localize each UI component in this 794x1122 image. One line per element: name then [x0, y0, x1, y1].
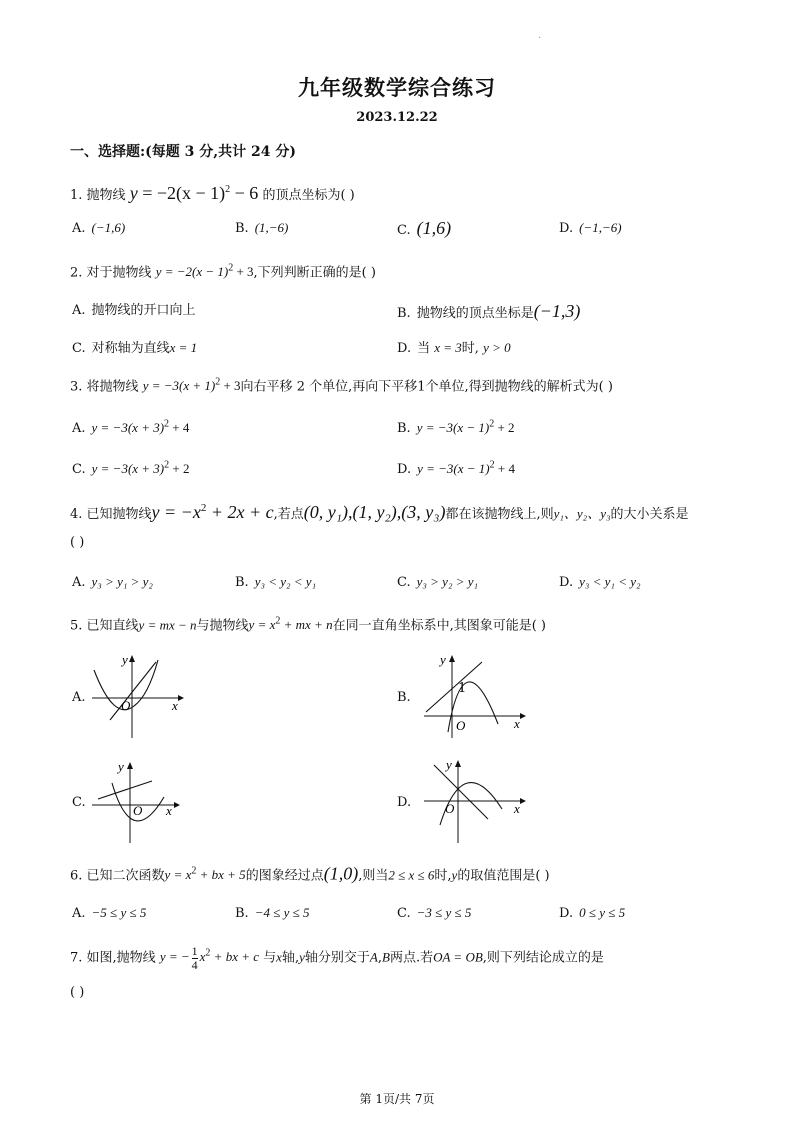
question-3: 3. 将抛物线 $y = -3(x + 1)^2 + 3$向右平移 2 个单位,再向下平移1个单位,得到抛物线的解析式为( )	[70, 377, 613, 395]
question-5: 5. 已知直线y = mx − n与抛物线$y = x^2$ + mx + n在同一直角坐标系中,其图象可能是( )	[70, 616, 546, 634]
exam-date: 2023.12.22	[356, 110, 438, 125]
x-arrow	[520, 798, 526, 804]
y-arrow	[129, 655, 135, 662]
question-1	[70, 180, 355, 206]
q2-option-c[interactable]: C. 对称轴为直线x = 1	[72, 340, 198, 356]
q5-option-d-label[interactable]: D.	[397, 795, 412, 810]
q5-option-c-label[interactable]: C.	[72, 795, 86, 810]
page-footer: 第 1页/共 7页	[359, 1092, 435, 1106]
q1-function: $y = -2(x - 1)^2 - 6$	[129, 183, 259, 203]
q5-graph-c[interactable]	[88, 755, 188, 847]
q3-option-d[interactable]: D. $y = -3(x - 1)^2 + 4$	[397, 460, 515, 478]
q4-option-d[interactable]: D. y₃ < y₁ < y₂	[559, 574, 641, 590]
x-arrow	[520, 713, 526, 719]
y-label: y	[446, 757, 452, 772]
x-label: x	[166, 803, 172, 818]
q1-option-c[interactable]: C. (1,6)	[397, 218, 452, 238]
q4-option-a[interactable]: A. y₃ > y₁ > y₂	[72, 574, 153, 590]
q5-graph-a[interactable]	[88, 650, 188, 742]
q6-option-b[interactable]: B. −4 ≤ y ≤ 5	[235, 905, 310, 921]
x-label: x	[514, 801, 520, 816]
origin-label: O	[456, 718, 466, 733]
section-heading: 一、选择题:(每题 3 分,共计 24 分)	[70, 144, 297, 160]
y-arrow	[449, 655, 455, 662]
q5-option-b-label[interactable]: B.	[397, 690, 411, 705]
x-arrow	[174, 802, 180, 808]
origin-label: O	[445, 801, 455, 816]
line	[434, 765, 488, 819]
q7-function: y = − $\frac{1}{4}$ $x^2$ + bx + c	[159, 943, 260, 972]
y-label: y	[440, 652, 446, 667]
line	[98, 781, 152, 799]
q2-function: $y = -2(x - 1)^2 + 3$	[155, 263, 254, 280]
q1-option-b[interactable]: B. (1,−6)	[235, 220, 289, 236]
q3-option-c[interactable]: C. $y = -3(x + 3)^2 + 2$	[72, 460, 190, 478]
q7-answer-paren: ( )	[70, 985, 85, 1000]
q3-function: $y = -3(x + 1)^2 + 3$	[142, 377, 241, 394]
origin-label: O	[121, 698, 131, 713]
q4-option-c[interactable]: C. y₃ > y₂ > y₁	[397, 574, 479, 590]
question-7: 7. 如图,抛物线 y = − $\frac{1}{4}$ $x^2$ + bx + c 与x轴,y轴分别交于A,B两点.若OA = OB,则下列结论成立的是	[70, 943, 604, 972]
origin-label: O	[133, 803, 143, 818]
x-label: x	[172, 698, 178, 713]
x-arrow	[178, 695, 184, 701]
q2-option-a[interactable]: A. 抛物线的开口向上	[72, 303, 196, 318]
x-label: x	[514, 716, 520, 731]
q1-option-d[interactable]: D. (−1,−6)	[559, 220, 622, 236]
y-arrow	[455, 760, 461, 767]
y-label: y	[122, 652, 128, 667]
q3-option-a[interactable]: A. $y = -3(x + 3)^2 + 4$	[72, 419, 190, 437]
scan-dot: ·	[538, 33, 542, 44]
q6-option-a[interactable]: A. −5 ≤ y ≤ 5	[72, 905, 147, 921]
question-6: 6. 已知二次函数$y = x^2$ + bx + 5的图象经过点(1,0),则当2 ≤ x ≤ 6时,y的取值范围是( )	[70, 863, 550, 884]
y-label: y	[118, 759, 124, 774]
q5-option-a-label[interactable]: A.	[72, 690, 86, 705]
y-arrow	[127, 762, 133, 769]
q5-graph-d[interactable]	[420, 755, 532, 847]
q2-option-b[interactable]: B. 抛物线的顶点坐标是(−1,3)	[397, 301, 581, 321]
intercept-label: 1	[458, 681, 467, 696]
q6-option-c[interactable]: C. −3 ≤ y ≤ 5	[397, 905, 472, 921]
q1-suffix: 的顶点坐标为( )	[262, 188, 355, 203]
question-4: 4. 已知抛物线$y = -x^2 + 2x + c$,若点(0, y₁),(1, y₂),(3, y₃)都在该抛物线上,则y₁、y₂、y₃的大小关系是	[70, 502, 689, 522]
q1-option-a[interactable]: A. (−1,6)	[72, 220, 126, 236]
q4-answer-paren: ( )	[70, 535, 85, 550]
page-title: 九年级数学综合练习	[298, 75, 496, 100]
q4-function: $y = -x^2 + 2x + c$	[151, 502, 274, 522]
q6-option-d[interactable]: D. 0 ≤ y ≤ 5	[559, 905, 626, 921]
q3-option-b[interactable]: B. $y = -3(x - 1)^2 + 2$	[397, 419, 515, 437]
line	[110, 662, 156, 720]
q4-points: (0, y₁),(1, y₂),(3, y₃)	[303, 502, 446, 522]
q5-graph-b[interactable]	[420, 650, 532, 742]
question-2: 2. 对于抛物线 $y = -2(x - 1)^2 + 3$,下列判断正确的是( )	[70, 263, 376, 281]
q1-prefix: 1. 抛物线	[70, 188, 126, 203]
q2-option-d[interactable]: D. 当 x = 3时, y > 0	[397, 340, 511, 356]
q4-option-b[interactable]: B. y₃ < y₂ < y₁	[235, 574, 317, 590]
